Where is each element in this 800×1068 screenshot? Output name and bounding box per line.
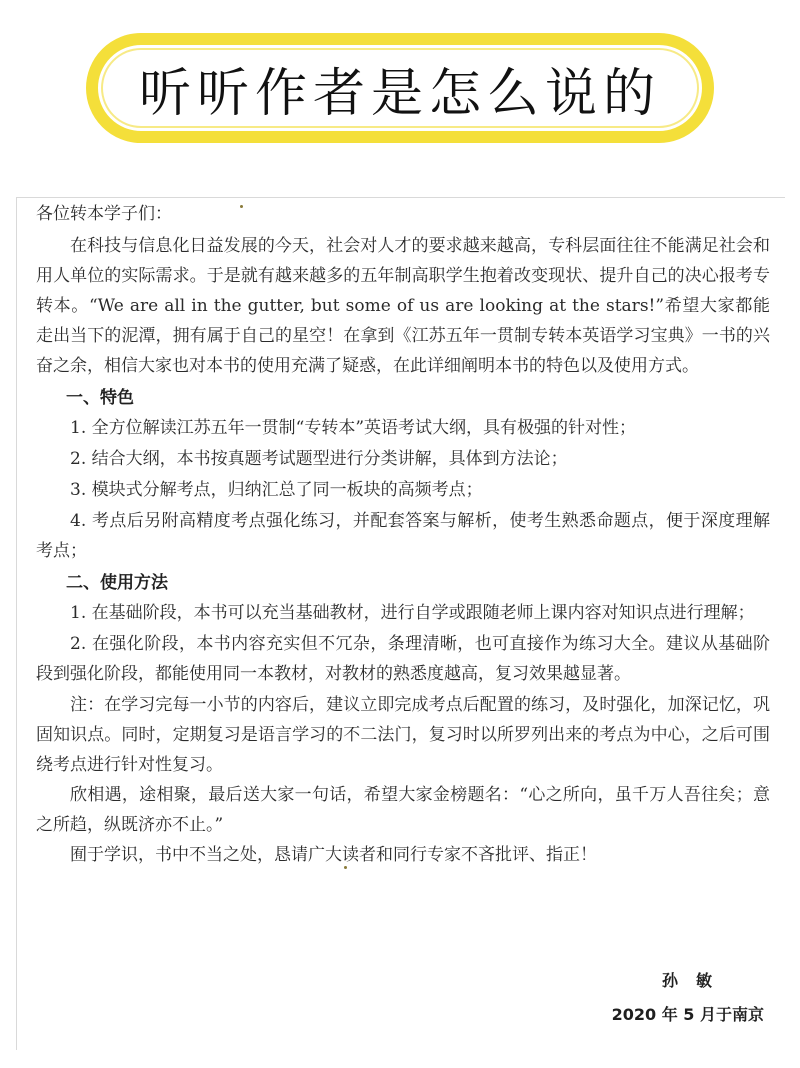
feature-item: 2. 结合大纲，本书按真题考试题型进行分类讲解，具体到方法论；	[70, 449, 568, 469]
usage-item: 1. 在基础阶段，本书可以充当基础教材，进行自学或跟随老师上课内容对知识点进行理解；	[70, 603, 755, 623]
letter-intro: 在科技与信息化日益发展的今天，社会对人才的要求越来越高，专科层面往往不能满足社会和用人单位的实际需求。于是就有越来越多的五年制高职学生抱着改变现状、提升自己的决心报考专转本。“We are all in the gutter, but some of us are looking at the stars!”希望大家都能走出当下的泥潭，拥有属于自己的星空！在拿到《江苏五年一贯制专转本英语学习宝典》一书的兴奋之余，相信大家也对本书的使用充满了疑惑，在此详细阐明本书的特色以及使用方式。	[36, 236, 770, 376]
feature-item: 4. 考点后另附高精度考点强化练习，并配套答案与解析，使考生熟悉命题点，便于深度理解考点；	[36, 511, 770, 561]
title-banner	[86, 33, 714, 143]
section-heading-features: 一、特色	[66, 388, 134, 408]
letter-closing: 欣相遇，途相聚，最后送大家一句话，希望大家金榜题名：“心之所向，虽千万人吾往矣；意之所趋，纵既济亦不止。”	[36, 785, 770, 835]
feature-item: 1. 全方位解读江苏五年一贯制“专转本”英语考试大纲，具有极强的针对性；	[70, 418, 637, 438]
letter-greeting: 各位转本学子们：	[36, 204, 172, 224]
usage-note: 注：在学习完每一小节的内容后，建议立即完成考点后配置的练习，及时强化，加深记忆，巩固知识点。同时，定期复习是语言学习的不二法门，复习时以所罗列出来的考点为中心，之后可围绕考点进行针对性复习。	[36, 695, 770, 775]
feature-item: 3. 模块式分解考点，归纳汇总了同一板块的高频考点；	[70, 480, 483, 500]
usage-item: 2. 在强化阶段，本书内容充实但不冗杂，条理清晰，也可直接作为练习大全。建议从基础阶段到强化阶段，都能使用同一本教材，对教材的熟悉度越高，复习效果越显著。	[36, 634, 770, 684]
section-heading-usage: 二、使用方法	[66, 573, 168, 593]
signature-name: 孙敏	[661, 971, 730, 990]
letter-body	[36, 199, 770, 870]
letter-apology: 囿于学识，书中不当之处，恳请广大读者和同行专家不吝批评、指正！	[70, 845, 597, 865]
banner-title: 听听作者是怎么说的	[138, 63, 661, 124]
signature-date: 2020 年 5 月于南京	[611, 1005, 764, 1024]
